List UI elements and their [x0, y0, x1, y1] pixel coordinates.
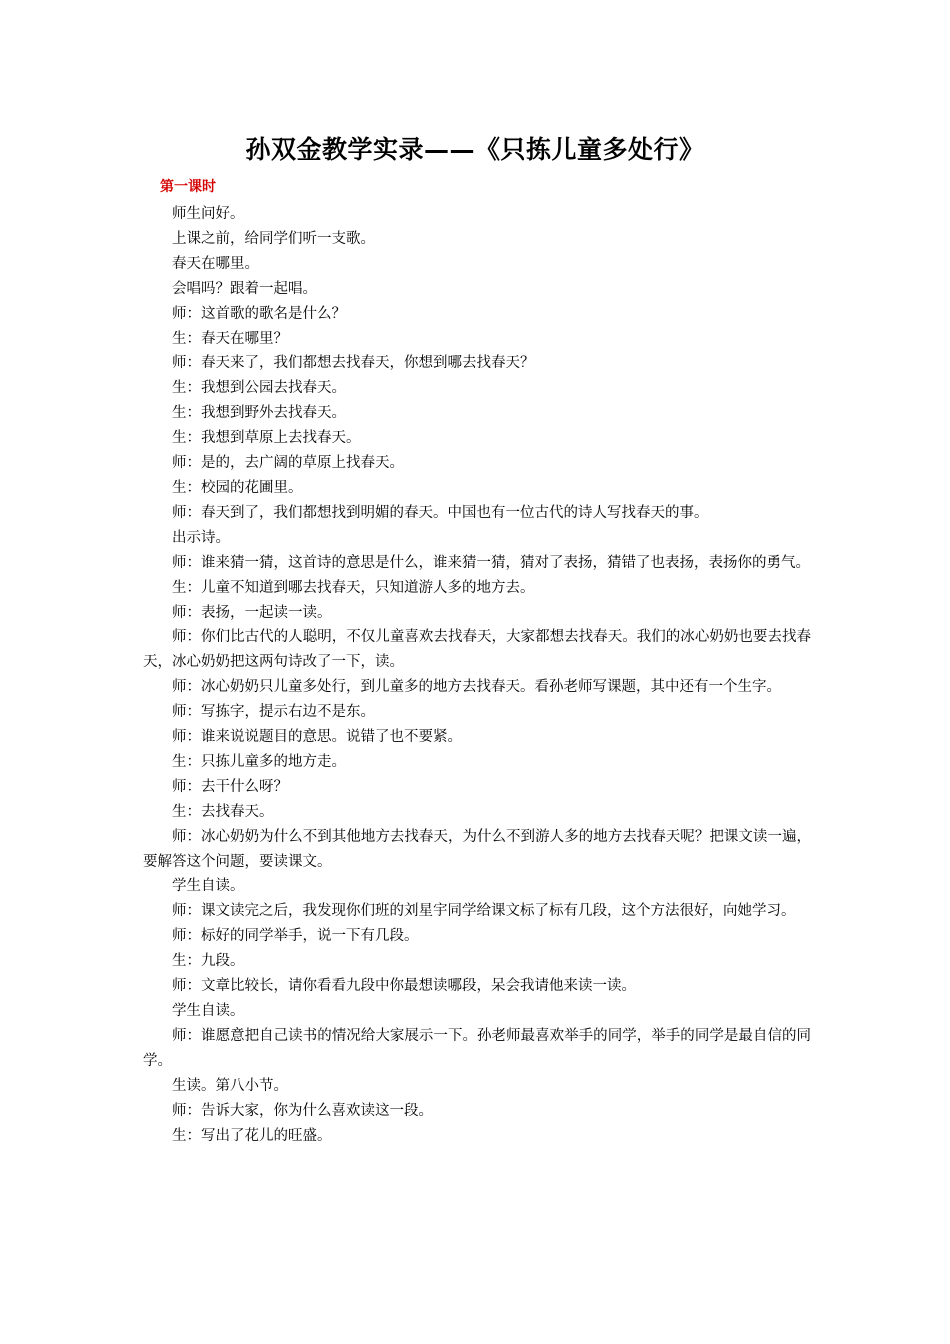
paragraph: 师：文章比较长，请你看看九段中你最想读哪段，呆会我请他来读一读。 — [172, 978, 636, 995]
paragraph: 师：课文读完之后，我发现你们班的刘星宇同学给课文标了标有几段，这个方法很好，向她学习。 — [172, 903, 796, 920]
paragraph: 生：我想到草原上去找春天。 — [172, 430, 361, 447]
paragraph: 生：我想到公园去找春天。 — [172, 380, 346, 397]
paragraph: 师：这首歌的歌名是什么？ — [172, 305, 346, 322]
paragraph: 上课之前，给同学们听一支歌。 — [172, 230, 375, 247]
paragraph: 学生自读。 — [172, 878, 245, 895]
paragraph: 师：写拣字，提示右边不是东。 — [172, 704, 375, 721]
paragraph: 师生问好。 — [172, 206, 245, 222]
paragraph: 师：告诉大家，你为什么喜欢读这一段。 — [172, 1102, 433, 1119]
paragraph: 师：去干什么呀？ — [172, 778, 288, 795]
paragraph: 生：我想到野外去找春天。 — [172, 405, 346, 422]
paragraph: 师：冰心奶奶只儿童多处行，到儿童多的地方去找春天。看孙老师写课题，其中还有一个生字。 — [172, 679, 781, 696]
paragraph: 生：九段。 — [172, 953, 245, 970]
paragraph: 生：只拣儿童多的地方走。 — [172, 753, 346, 770]
paragraph: 师：是的，去广阔的草原上找春天。 — [172, 455, 404, 472]
paragraph: 师：春天到了，我们都想找到明媚的春天。中国也有一位古代的诗人写找春天的事。 — [172, 504, 709, 521]
paragraph: 学生自读。 — [172, 1003, 245, 1019]
paragraph: 会唱吗？跟着一起唱。 — [172, 280, 317, 297]
paragraph: 师：冰心奶奶为什么不到其他地方去找春天，为什么不到游人多的地方去找春天呢？把课文读一遍，要解答这个问题，要读课文。 — [143, 828, 811, 870]
paragraph: 生：写出了花儿的旺盛。 — [172, 1127, 332, 1144]
paragraph: 生：春天在哪里？ — [172, 330, 288, 347]
paragraph: 生读。第八小节。 — [172, 1077, 288, 1094]
paragraph: 师：谁来说说题目的意思。说错了也不要紧。 — [172, 729, 462, 746]
document-body — [143, 202, 811, 1148]
document-title: 孙双金教学实录——《只拣儿童多处行》 — [245, 135, 705, 164]
paragraph: 师：春天来了，我们都想去找春天，你想到哪去找春天？ — [172, 355, 535, 372]
paragraph: 出示诗。 — [172, 529, 230, 546]
section-heading: 第一课时 — [160, 179, 216, 195]
paragraph: 师：标好的同学举手，说一下有几段。 — [172, 928, 419, 945]
paragraph: 师：谁愿意把自己读书的情况给大家展示一下。孙老师最喜欢举手的同学，举手的同学是最自信的同学。 — [143, 1027, 811, 1069]
paragraph: 生：校园的花圃里。 — [172, 479, 303, 496]
paragraph: 师：谁来猜一猜，这首诗的意思是什么，谁来猜一猜，猜对了表扬，猜错了也表扬，表扬你的勇气。 — [172, 554, 810, 571]
paragraph: 春天在哪里。 — [172, 255, 259, 272]
paragraph: 生：儿童不知道到哪去找春天，只知道游人多的地方去。 — [172, 579, 535, 596]
paragraph: 生：去找春天。 — [172, 803, 274, 820]
paragraph: 师：你们比古代的人聪明，不仅儿童喜欢去找春天，大家都想去找春天。我们的冰心奶奶也要去找春天，冰心奶奶把这两句诗改了一下，读。 — [143, 629, 811, 671]
paragraph: 师：表扬，一起读一读。 — [172, 604, 332, 621]
